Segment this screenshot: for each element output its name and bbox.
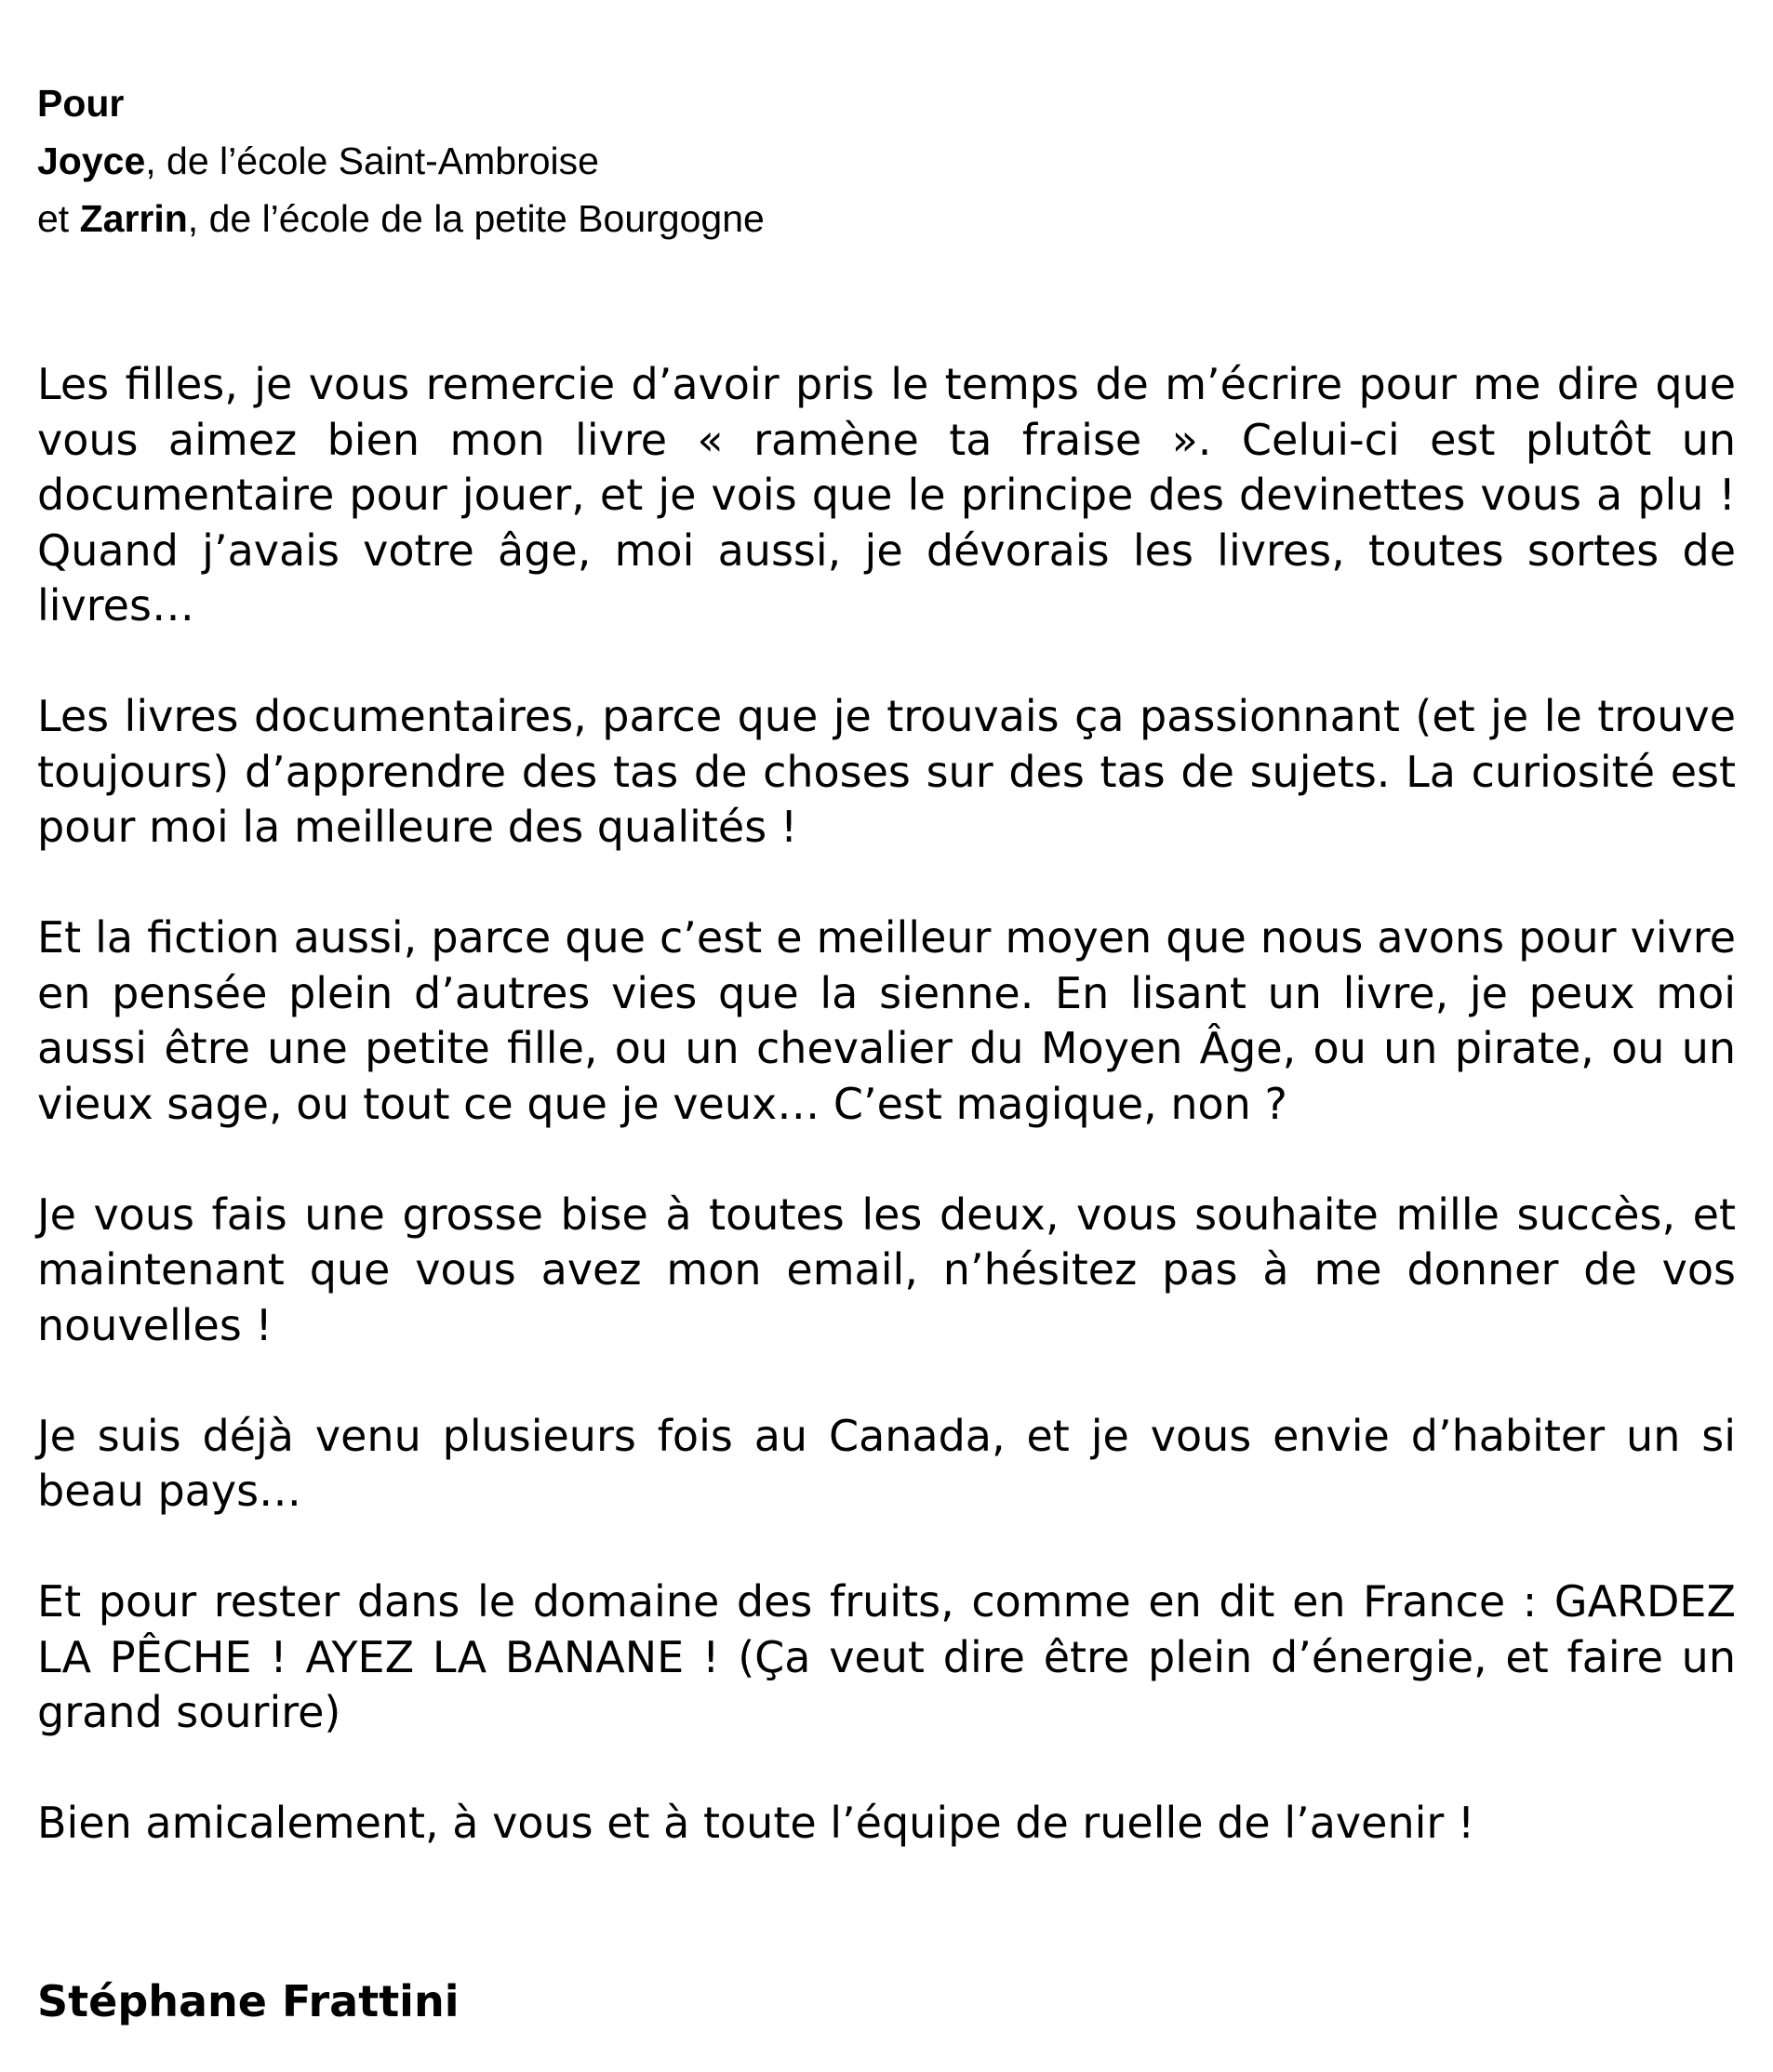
signature: Stéphane Frattini bbox=[37, 1976, 460, 2026]
paragraph: Et pour rester dans le domaine des fruits, comme en dit en France : GARDEZ LA PÊCHE ! AYEZ LA BANANE ! (Ça veut dire être plein d’énergie, et faire un grand sourire) bbox=[37, 1576, 1736, 1737]
paragraph: Les livres documentaires, parce que je trouvais ça passionnant (et je le trouve toujours) d’apprendre des tas de choses sur des tas de sujets. La curiosité est pour moi la meilleure des qualités ! bbox=[37, 691, 1736, 852]
recipient-line-3 bbox=[37, 190, 765, 247]
recipient-name-zarrin: Zarrin bbox=[79, 197, 188, 240]
recipient-school-2: , de l’école de la petite Bourgogne bbox=[187, 197, 765, 240]
recipient-name-joyce: Joyce bbox=[37, 139, 146, 182]
recipient-prefix: et bbox=[37, 197, 80, 240]
paragraph: Je vous fais une grosse bise à toutes les deux, vous souhaite mille succès, et maintenant que vous avez mon email, n’hésitez pas à me donner de vos nouvelles ! bbox=[37, 1189, 1736, 1350]
recipient-block bbox=[37, 74, 765, 247]
closing-paragraph: Bien amicalement, à vous et à toute l’équipe de ruelle de l’avenir ! bbox=[37, 1798, 1475, 1848]
letter-body bbox=[37, 357, 1736, 1906]
pour-label: Pour bbox=[37, 82, 125, 125]
recipient-line-2 bbox=[37, 132, 765, 190]
recipient-school-1: , de l’école Saint-Ambroise bbox=[145, 139, 599, 182]
paragraph: Je suis déjà venu plusieurs fois au Canada, et je vous envie d’habiter un si beau pays… bbox=[37, 1410, 1736, 1516]
paragraph: Les filles, je vous remercie d’avoir pris le temps de m’écrire pour me dire que vous aimez bien mon livre « ramène ta fraise ». Celui-ci est plutôt un documentaire pour jouer, et je vois que le principe des devinettes vous a plu ! Quand j’avais votre âge, moi aussi, je dévorais les livres, toutes sortes de livres… bbox=[37, 359, 1736, 631]
recipient-line-1 bbox=[37, 74, 765, 132]
paragraph: Et la fiction aussi, parce que c’est e meilleur moyen que nous avons pour vivre en pensée plein d’autres vies que la sienne. En lisant un livre, je peux moi aussi être une petite fille, ou un chevalier du Moyen Âge, ou un pirate, ou un vieux sage, ou tout ce que je veux… C’est magique, non ? bbox=[37, 912, 1736, 1129]
